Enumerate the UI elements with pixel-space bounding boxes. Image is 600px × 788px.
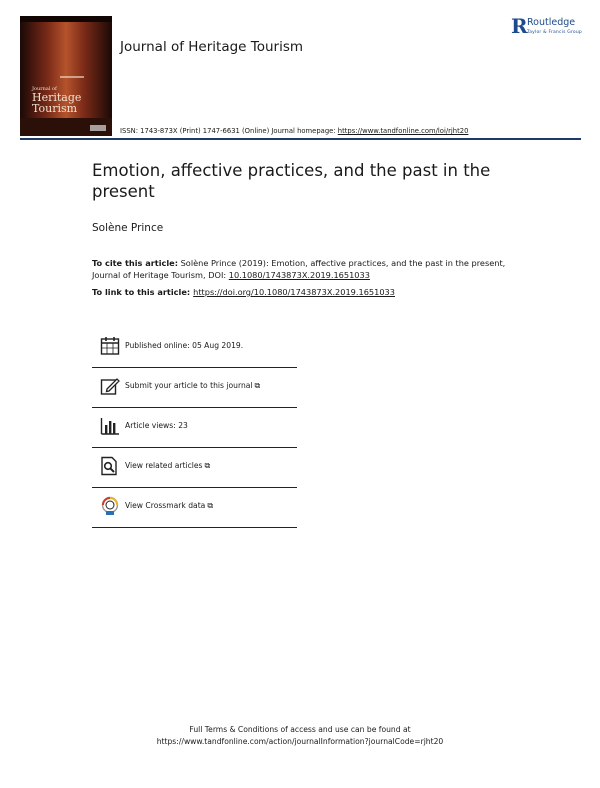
doi-link[interactable]: 10.1080/1743873X.2019.1651033 [228, 269, 370, 280]
search-document-icon [100, 456, 120, 476]
link-to-article [92, 287, 395, 297]
cite-label: To cite this article: [92, 258, 178, 268]
crossmark-link[interactable] [125, 501, 213, 511]
edit-icon [100, 376, 120, 396]
external-link-icon: ⧉ [207, 501, 214, 510]
related-articles-link[interactable] [125, 461, 210, 471]
footer-terms-link[interactable]: https://www.tandfonline.com/action/journalInformation?journalCode=rjht20 [156, 737, 444, 746]
external-link-icon: ⧉ [204, 461, 211, 470]
footer-terms-text: Full Terms & Conditions of access and use can be found at [189, 725, 411, 734]
publisher-logo [511, 16, 591, 40]
published-online-label: Published online: 05 Aug 2019. [125, 341, 244, 350]
crossmark-item[interactable] [92, 488, 297, 528]
header-divider [20, 138, 581, 140]
routledge-r-icon: R [511, 14, 528, 38]
publisher-name: Routledge [527, 17, 576, 28]
journal-title: Journal of Heritage Tourism [120, 39, 304, 55]
citation-block [92, 258, 522, 281]
journal-cover-image [20, 16, 112, 136]
cover-title-line3: Tourism [32, 102, 78, 115]
cover-title-line1: Journal of [32, 86, 57, 92]
related-articles-label: View related articles [125, 461, 203, 470]
cite-text: Solène Prince (2019): Emotion, affective practices, and the past in the present, Journal of Heritage Tourism, DOI: [92, 258, 506, 280]
article-title: Emotion, affective practices, and the past in the present [92, 161, 491, 201]
submit-article-label: Submit your article to this journal [125, 381, 253, 390]
footer [0, 724, 600, 748]
external-link-icon: ⧉ [254, 381, 261, 390]
article-views-label: Article views: 23 [125, 421, 188, 430]
article-author: Solène Prince [92, 222, 164, 234]
issn-line [120, 127, 468, 135]
article-meta-list [92, 328, 297, 528]
cover-title [32, 86, 81, 114]
calendar-icon [100, 336, 120, 356]
crossmark-label: View Crossmark data [125, 501, 206, 510]
cover-top-band [20, 16, 112, 22]
related-articles-item[interactable] [92, 448, 297, 488]
article-doi-url[interactable]: https://doi.org/10.1080/1743873X.2019.1651033 [193, 287, 395, 297]
crossmark-icon [100, 496, 120, 516]
published-online-item [92, 328, 297, 368]
cover-title-line2: Heritage [32, 91, 82, 104]
publisher-tagline: Taylor & Francis Group [527, 30, 582, 35]
bar-chart-icon [100, 416, 120, 436]
cover-publisher-logo [90, 125, 106, 131]
cover-rule [60, 76, 84, 78]
submit-article-link[interactable] [125, 381, 260, 391]
journal-homepage-link[interactable]: https://www.tandfonline.com/loi/rjht20 [337, 127, 469, 135]
link-label: To link to this article: [92, 287, 191, 297]
submit-article-item[interactable] [92, 368, 297, 408]
article-views-item [92, 408, 297, 448]
issn-text: ISSN: 1743-873X (Print) 1747-6631 (Online) Journal homepage: [120, 127, 338, 135]
